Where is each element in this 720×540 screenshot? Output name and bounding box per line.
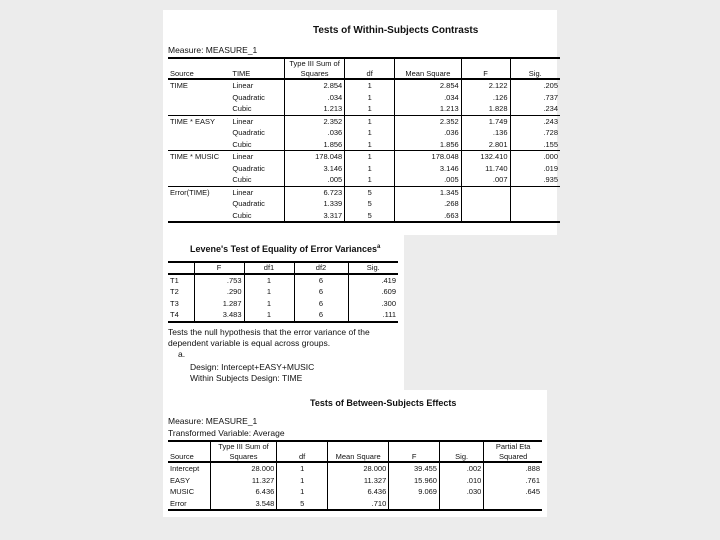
row-sig: .935 [543,175,558,184]
row-ss: .005 [284,174,344,186]
levene-header-f: F [194,262,244,274]
row-f: .007 [461,174,510,186]
levene-design2: Within Subjects Design: TIME [190,373,303,383]
row-ms: .268 [395,198,462,210]
row-df: 5 [345,186,395,198]
row-label: T2 [168,286,194,298]
row-ss: 3.317 [284,210,344,223]
within-header-df: df [345,58,395,79]
table-row [168,163,560,175]
row-f: .753 [194,274,244,287]
levene-header-row [168,262,398,274]
table-row [168,298,398,310]
row-source [168,210,230,223]
table-row [168,103,560,115]
row-sig: .019 [543,163,558,173]
row-df: 1 [345,139,395,151]
row-sig: .010 [439,475,483,487]
row-df2: 6 [294,309,348,322]
row-time: Quadratic [230,198,284,210]
within-header-time: TIME [230,58,284,79]
row-label: T4 [168,309,194,322]
between-transformed-label: Transformed Variable: Average [168,428,285,438]
row-ms: .663 [395,210,462,223]
row-sig [439,498,483,511]
row-ms: .036 [395,127,462,139]
within-header-sig: Sig. [510,58,560,79]
row-source: TIME [170,81,188,90]
row-sig [510,186,560,198]
row-f: 9.069 [389,486,440,498]
levene-note-a: a. [178,349,186,359]
within-header-f: F [461,58,510,79]
row-sig: .155 [543,139,558,149]
between-header-df: df [277,441,328,462]
row-ss: 1.856 [284,139,344,151]
row-sig: .728 [543,128,558,137]
between-header-row [168,441,542,462]
row-ss: 3.548 [210,498,277,511]
row-ss: .036 [284,127,344,139]
row-df: 1 [345,103,395,115]
row-ss: 1.339 [284,198,344,210]
table-row [168,79,560,92]
row-ss: 1.213 [284,103,344,115]
row-f: 11.740 [461,163,510,175]
levene-header-sig: Sig. [348,262,398,274]
within-subjects-title: Tests of Within-Subjects Contrasts [313,25,479,36]
row-ss: 11.327 [210,475,277,487]
row-df2: 6 [294,286,348,298]
row-f [389,498,440,511]
row-ms: .034 [395,92,462,104]
row-source [168,163,230,175]
within-header-source: Source [168,58,230,79]
table-row [168,151,560,163]
row-source [168,92,230,104]
between-subjects-title: Tests of Between-Subjects Effects [310,398,457,408]
within-header-row [168,58,560,79]
row-df: 1 [277,486,328,498]
table-row [168,92,560,104]
row-ms: 6.436 [328,486,389,498]
row-eta: .888 [525,464,540,473]
row-time: Cubic [230,174,284,186]
table-row [168,210,560,223]
row-time: Linear [230,151,284,163]
row-time: Linear [230,79,284,92]
row-sig: .609 [381,287,396,296]
row-source [168,198,230,210]
row-time: Quadratic [230,163,284,175]
row-f: 39.455 [389,462,440,475]
table-row [168,462,542,475]
levene-panel [163,235,404,390]
row-df: 1 [345,163,395,175]
row-sig: .243 [510,115,560,127]
levene-table [168,261,398,323]
row-source: Error [168,498,210,511]
row-f: .126 [461,92,510,104]
table-row [168,174,560,186]
row-source: EASY [168,475,210,487]
table-row [168,115,560,127]
table-row [168,127,560,139]
row-df1: 1 [244,298,294,310]
row-df: 1 [345,151,395,163]
between-measure-label: Measure: MEASURE_1 [168,416,258,426]
row-df: 1 [277,475,328,487]
levene-title-mark: a [377,244,381,250]
levene-title [190,244,380,254]
row-ms: 178.048 [395,151,462,163]
row-df1: 1 [244,309,294,322]
within-measure-label: Measure: MEASURE_1 [168,45,258,55]
levene-header-df1: df1 [244,262,294,274]
row-ss: 3.146 [284,163,344,175]
row-ms: 11.327 [328,475,389,487]
row-df2: 6 [294,298,348,310]
row-f [461,186,510,198]
table-row [168,486,542,498]
row-source [168,139,230,151]
row-f: .290 [194,286,244,298]
row-df: 5 [345,198,395,210]
within-subjects-table [168,57,560,223]
row-ms: 1.345 [395,186,462,198]
table-row [168,198,560,210]
row-sig: .234 [543,104,558,113]
row-time: Quadratic [230,92,284,104]
row-df: 1 [345,127,395,139]
row-source: MUSIC [168,486,210,498]
row-ss: 28.000 [210,462,277,475]
levene-title-text: Levene's Test of Equality of Error Variances [190,244,378,254]
row-time: Cubic [230,139,284,151]
row-df: 1 [345,79,395,92]
row-ss: 2.352 [284,115,344,127]
row-sig [510,198,560,210]
row-f: 3.483 [194,309,244,322]
row-df: 1 [345,92,395,104]
row-eta [484,498,542,511]
row-f: 2.122 [461,79,510,92]
within-header-ss: Type III Sum of Squares [284,58,344,79]
row-ms: 2.352 [395,115,462,127]
row-sig [510,210,560,223]
table-row [168,274,398,287]
row-time: Linear [230,186,284,198]
row-f: 1.287 [194,298,244,310]
row-df: 5 [277,498,328,511]
row-ms: 3.146 [395,163,462,175]
row-df: 1 [345,174,395,186]
row-f: 15.960 [389,475,440,487]
row-f: 1.749 [461,115,510,127]
row-ss: 6.436 [210,486,277,498]
row-source [168,174,230,186]
row-ms: 28.000 [328,462,389,475]
between-subjects-table [168,440,542,511]
row-f: 132.410 [461,151,510,163]
row-source [168,103,230,115]
row-time: Quadratic [230,127,284,139]
row-time: Cubic [230,210,284,223]
row-ms: .710 [328,498,389,511]
table-row [168,498,542,511]
between-header-ms: Mean Square [328,441,389,462]
table-row [168,139,560,151]
row-sig: .300 [381,298,396,308]
row-time: Cubic [230,103,284,115]
row-sig: .030 [439,486,483,498]
levene-header-df2: df2 [294,262,348,274]
row-f [461,198,510,210]
table-row [168,475,542,487]
row-sig: .419 [381,275,396,285]
row-df2: 6 [294,274,348,287]
row-f: 2.801 [461,139,510,151]
within-header-ms: Mean Square [395,58,462,79]
row-sig: .002 [439,462,483,475]
row-sig: .000 [510,151,560,163]
row-source: TIME * EASY [168,115,230,127]
row-sig: .205 [543,81,558,90]
between-header-source: Source [168,441,210,462]
row-df: 5 [345,210,395,223]
row-source [168,127,230,139]
row-f: 1.828 [461,103,510,115]
table-row [168,309,398,322]
row-f [461,210,510,223]
between-header-eta: Partial Eta Squared [484,441,542,462]
row-ms: 1.856 [395,139,462,151]
row-source: TIME * MUSIC [168,151,230,163]
row-df: 1 [277,462,328,475]
levene-note-line2: dependent variable is equal across groups. [168,338,331,348]
row-ss: 2.854 [284,79,344,92]
table-row [168,286,398,298]
row-ms: .005 [395,174,462,186]
row-ss: 6.723 [284,186,344,198]
levene-note-line1: Tests the null hypothesis that the error variance of the [168,327,370,337]
row-eta: .645 [525,487,540,496]
between-header-ss: Type III Sum of Squares [210,441,277,462]
row-ms: 2.854 [395,79,462,92]
levene-design1: Design: Intercept+EASY+MUSIC [190,362,315,372]
row-time: Linear [230,115,284,127]
row-source: Error(TIME) [168,186,230,198]
row-sig: .111 [348,309,398,322]
table-row [168,186,560,198]
row-df1: 1 [244,286,294,298]
row-f: .136 [461,127,510,139]
between-subjects-panel [163,390,547,517]
row-source: Intercept [168,462,210,475]
row-label: T1 [168,274,194,287]
levene-header-blank [168,262,194,274]
row-sig: .737 [543,92,558,102]
between-header-f: F [389,441,440,462]
row-ss: 178.048 [284,151,344,163]
row-df: 1 [345,115,395,127]
between-header-sig: Sig. [439,441,483,462]
within-subjects-panel [163,10,557,235]
row-df1: 1 [244,274,294,287]
row-ss: .034 [284,92,344,104]
row-ms: 1.213 [395,103,462,115]
row-eta: .761 [525,475,540,485]
row-label: T3 [168,298,194,310]
